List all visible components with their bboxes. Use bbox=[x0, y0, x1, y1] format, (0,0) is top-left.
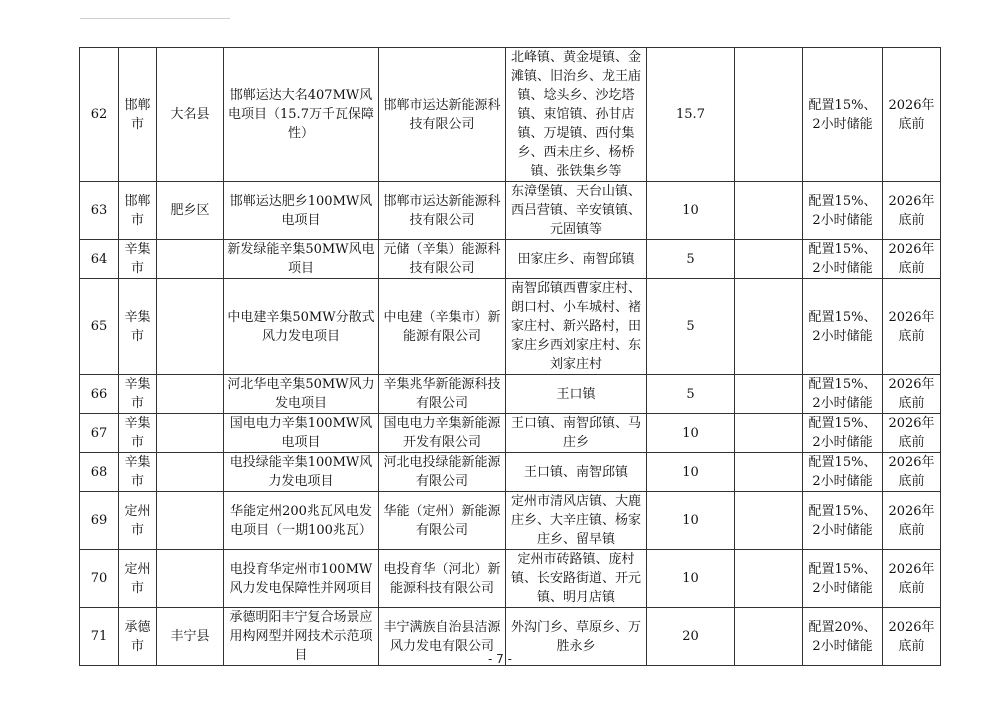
blank-cell bbox=[735, 48, 803, 182]
capacity-cell: 20 bbox=[647, 608, 735, 666]
deadline-cell: 2026年底前 bbox=[883, 48, 941, 182]
row-number: 68 bbox=[80, 453, 119, 492]
header-rule bbox=[80, 18, 230, 19]
county-cell: 肥乡区 bbox=[157, 182, 224, 240]
storage-cell: 配置15%、2小时储能 bbox=[803, 375, 883, 414]
city-cell: 定州市 bbox=[119, 550, 157, 608]
project-table bbox=[79, 47, 941, 666]
row-number: 67 bbox=[80, 414, 119, 453]
city-cell: 辛集市 bbox=[119, 453, 157, 492]
project-name-cell: 邯郸运达大名407MW风电项目（15.7万千瓦保障性） bbox=[224, 48, 379, 182]
company-cell: 元储（辛集）能源科技有限公司 bbox=[379, 240, 506, 279]
company-cell: 辛集兆华新能源科技有限公司 bbox=[379, 375, 506, 414]
county-cell bbox=[157, 550, 224, 608]
blank-cell bbox=[735, 453, 803, 492]
city-cell: 邯郸市 bbox=[119, 182, 157, 240]
storage-cell: 配置15%、2小时储能 bbox=[803, 414, 883, 453]
deadline-cell: 2026年底前 bbox=[883, 375, 941, 414]
county-cell bbox=[157, 240, 224, 279]
capacity-cell: 10 bbox=[647, 182, 735, 240]
deadline-cell: 2026年底前 bbox=[883, 182, 941, 240]
table-body bbox=[80, 48, 941, 666]
company-cell: 邯郸市运达新能源科技有限公司 bbox=[379, 182, 506, 240]
county-cell bbox=[157, 279, 224, 375]
city-cell: 定州市 bbox=[119, 492, 157, 550]
storage-cell: 配置15%、2小时储能 bbox=[803, 453, 883, 492]
blank-cell bbox=[735, 375, 803, 414]
project-name-cell: 华能定州200兆瓦风电发电项目（一期100兆瓦） bbox=[224, 492, 379, 550]
storage-cell: 配置15%、2小时储能 bbox=[803, 492, 883, 550]
deadline-cell: 2026年底前 bbox=[883, 240, 941, 279]
row-number: 71 bbox=[80, 608, 119, 666]
project-name-cell: 国电电力辛集100MW风电项目 bbox=[224, 414, 379, 453]
row-number: 66 bbox=[80, 375, 119, 414]
table-row bbox=[80, 492, 941, 550]
city-cell: 辛集市 bbox=[119, 240, 157, 279]
company-cell: 丰宁满族自治县洁源风力发电有限公司 bbox=[379, 608, 506, 666]
project-name-cell: 邯郸运达肥乡100MW风电项目 bbox=[224, 182, 379, 240]
blank-cell bbox=[735, 414, 803, 453]
project-name-cell: 电投绿能辛集100MW风力发电项目 bbox=[224, 453, 379, 492]
blank-cell bbox=[735, 492, 803, 550]
location-cell: 王口镇 bbox=[506, 375, 647, 414]
row-number: 69 bbox=[80, 492, 119, 550]
capacity-cell: 15.7 bbox=[647, 48, 735, 182]
company-cell: 华能（定州）新能源有限公司 bbox=[379, 492, 506, 550]
location-cell: 北峰镇、黄金堤镇、金滩镇、旧治乡、龙王庙镇、埝头乡、沙圪塔镇、束馆镇、孙甘店镇、万堤镇、西付集乡、西未庄乡、杨桥镇、张铁集乡等 bbox=[506, 48, 647, 182]
company-cell: 国电电力辛集新能源开发有限公司 bbox=[379, 414, 506, 453]
project-name-cell: 中电建辛集50MW分散式风力发电项目 bbox=[224, 279, 379, 375]
project-name-cell: 河北华电辛集50MW风力发电项目 bbox=[224, 375, 379, 414]
storage-cell: 配置20%、2小时储能 bbox=[803, 608, 883, 666]
company-cell: 电投育华（河北）新能源科技有限公司 bbox=[379, 550, 506, 608]
county-cell: 丰宁县 bbox=[157, 608, 224, 666]
blank-cell bbox=[735, 550, 803, 608]
project-name-cell: 新发绿能辛集50MW风电项目 bbox=[224, 240, 379, 279]
location-cell: 外沟门乡、草原乡、万胜永乡 bbox=[506, 608, 647, 666]
city-cell: 辛集市 bbox=[119, 375, 157, 414]
location-cell: 田家庄乡、南智邱镇 bbox=[506, 240, 647, 279]
storage-cell: 配置15%、2小时储能 bbox=[803, 48, 883, 182]
row-number: 64 bbox=[80, 240, 119, 279]
table-row bbox=[80, 414, 941, 453]
blank-cell bbox=[735, 279, 803, 375]
table-row bbox=[80, 375, 941, 414]
capacity-cell: 5 bbox=[647, 375, 735, 414]
row-number: 65 bbox=[80, 279, 119, 375]
blank-cell bbox=[735, 240, 803, 279]
storage-cell: 配置15%、2小时储能 bbox=[803, 279, 883, 375]
deadline-cell: 2026年底前 bbox=[883, 414, 941, 453]
table-row bbox=[80, 48, 941, 182]
location-cell: 王口镇、南智邱镇 bbox=[506, 453, 647, 492]
capacity-cell: 10 bbox=[647, 492, 735, 550]
location-cell: 定州市清风店镇、大鹿庄乡、大辛庄镇、杨家庄乡、留早镇 bbox=[506, 492, 647, 550]
company-cell: 邯郸市运达新能源科技有限公司 bbox=[379, 48, 506, 182]
city-cell: 辛集市 bbox=[119, 279, 157, 375]
project-name-cell: 电投育华定州市100MW风力发电保障性并网项目 bbox=[224, 550, 379, 608]
county-cell bbox=[157, 414, 224, 453]
table-row bbox=[80, 240, 941, 279]
company-cell: 河北电投绿能新能源有限公司 bbox=[379, 453, 506, 492]
storage-cell: 配置15%、2小时储能 bbox=[803, 182, 883, 240]
capacity-cell: 10 bbox=[647, 414, 735, 453]
county-cell bbox=[157, 492, 224, 550]
location-cell: 南智邱镇西曹家庄村、朗口村、小车城村、褚家庄村、新兴路村，田家庄乡西刘家庄村、东刘家庄村 bbox=[506, 279, 647, 375]
table-row bbox=[80, 550, 941, 608]
capacity-cell: 5 bbox=[647, 279, 735, 375]
table-row bbox=[80, 182, 941, 240]
city-cell: 辛集市 bbox=[119, 414, 157, 453]
location-cell: 王口镇、南智邱镇、马庄乡 bbox=[506, 414, 647, 453]
county-cell: 大名县 bbox=[157, 48, 224, 182]
page-number: - 7 - bbox=[488, 652, 512, 666]
deadline-cell: 2026年底前 bbox=[883, 608, 941, 666]
row-number: 63 bbox=[80, 182, 119, 240]
table-row bbox=[80, 279, 941, 375]
location-cell: 定州市砖路镇、庞村镇、长安路街道、开元镇、明月店镇 bbox=[506, 550, 647, 608]
capacity-cell: 5 bbox=[647, 240, 735, 279]
storage-cell: 配置15%、2小时储能 bbox=[803, 240, 883, 279]
table-row bbox=[80, 453, 941, 492]
project-name-cell: 承德明阳丰宁复合场景应用构网型并网技术示范项目 bbox=[224, 608, 379, 666]
city-cell: 承德市 bbox=[119, 608, 157, 666]
storage-cell: 配置15%、2小时储能 bbox=[803, 550, 883, 608]
capacity-cell: 10 bbox=[647, 453, 735, 492]
row-number: 70 bbox=[80, 550, 119, 608]
capacity-cell: 10 bbox=[647, 550, 735, 608]
company-cell: 中电建（辛集市）新能源有限公司 bbox=[379, 279, 506, 375]
location-cell: 东漳堡镇、天台山镇、西吕营镇、辛安镇镇、元固镇等 bbox=[506, 182, 647, 240]
county-cell bbox=[157, 453, 224, 492]
blank-cell bbox=[735, 182, 803, 240]
deadline-cell: 2026年底前 bbox=[883, 279, 941, 375]
row-number: 62 bbox=[80, 48, 119, 182]
county-cell bbox=[157, 375, 224, 414]
city-cell: 邯郸市 bbox=[119, 48, 157, 182]
deadline-cell: 2026年底前 bbox=[883, 453, 941, 492]
deadline-cell: 2026年底前 bbox=[883, 550, 941, 608]
deadline-cell: 2026年底前 bbox=[883, 492, 941, 550]
